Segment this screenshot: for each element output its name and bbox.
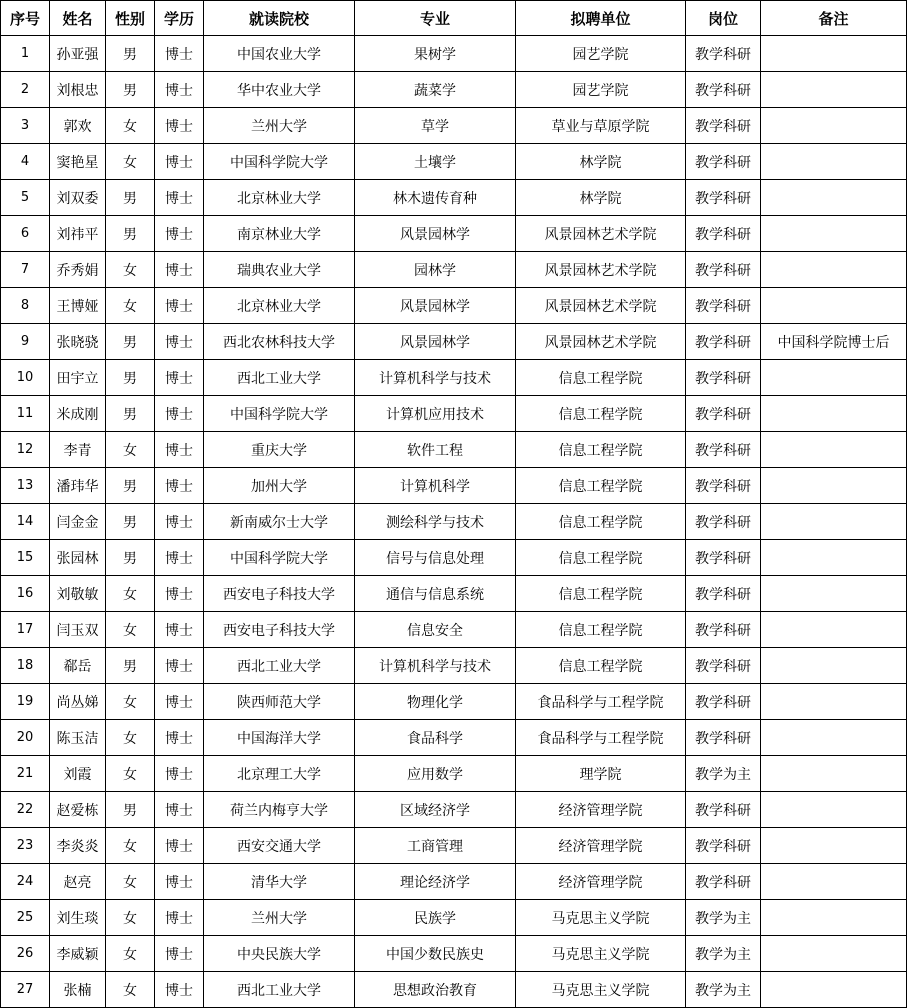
cell-school: 北京理工大学: [204, 756, 355, 792]
cell-index: 26: [1, 936, 50, 972]
cell-major: 信息安全: [355, 612, 516, 648]
cell-gender: 男: [106, 36, 155, 72]
cell-unit: 草业与草原学院: [516, 108, 686, 144]
cell-remarks: [761, 468, 907, 504]
cell-index: 9: [1, 324, 50, 360]
header-major: 专业: [355, 1, 516, 36]
cell-position: 教学科研: [686, 252, 761, 288]
cell-name: 李炎炎: [50, 828, 106, 864]
table-row: [1, 288, 907, 324]
table-row: [1, 468, 907, 504]
cell-unit: 食品科学与工程学院: [516, 684, 686, 720]
cell-school: 西北工业大学: [204, 648, 355, 684]
cell-position: 教学科研: [686, 540, 761, 576]
cell-position: 教学科研: [686, 144, 761, 180]
cell-school: 西安电子科技大学: [204, 612, 355, 648]
table-row: [1, 756, 907, 792]
cell-degree: 博士: [155, 144, 204, 180]
cell-remarks: [761, 252, 907, 288]
cell-unit: 信息工程学院: [516, 540, 686, 576]
cell-major: 果树学: [355, 36, 516, 72]
table-row: [1, 144, 907, 180]
cell-remarks: [761, 540, 907, 576]
cell-remarks: [761, 648, 907, 684]
cell-school: 中国农业大学: [204, 36, 355, 72]
cell-school: 重庆大学: [204, 432, 355, 468]
cell-position: 教学科研: [686, 864, 761, 900]
cell-index: 27: [1, 972, 50, 1008]
cell-unit: 信息工程学院: [516, 468, 686, 504]
cell-gender: 女: [106, 252, 155, 288]
cell-index: 17: [1, 612, 50, 648]
cell-degree: 博士: [155, 324, 204, 360]
cell-remarks: 中国科学院博士后: [761, 324, 907, 360]
cell-name: 窦艳星: [50, 144, 106, 180]
cell-index: 19: [1, 684, 50, 720]
cell-school: 中国海洋大学: [204, 720, 355, 756]
cell-name: 潘玮华: [50, 468, 106, 504]
cell-gender: 男: [106, 648, 155, 684]
cell-unit: 信息工程学院: [516, 432, 686, 468]
cell-major: 民族学: [355, 900, 516, 936]
cell-gender: 女: [106, 828, 155, 864]
cell-degree: 博士: [155, 828, 204, 864]
cell-gender: 女: [106, 576, 155, 612]
cell-gender: 男: [106, 324, 155, 360]
cell-school: 西安电子科技大学: [204, 576, 355, 612]
cell-index: 20: [1, 720, 50, 756]
cell-school: 中国科学院大学: [204, 144, 355, 180]
cell-gender: 女: [106, 756, 155, 792]
cell-remarks: [761, 720, 907, 756]
cell-position: 教学科研: [686, 504, 761, 540]
cell-index: 3: [1, 108, 50, 144]
cell-index: 6: [1, 216, 50, 252]
cell-major: 计算机科学: [355, 468, 516, 504]
cell-position: 教学科研: [686, 288, 761, 324]
cell-position: 教学科研: [686, 828, 761, 864]
cell-position: 教学为主: [686, 972, 761, 1008]
table-row: [1, 576, 907, 612]
table-row: [1, 180, 907, 216]
cell-degree: 博士: [155, 288, 204, 324]
cell-position: 教学为主: [686, 936, 761, 972]
table-row: [1, 252, 907, 288]
cell-major: 蔬菜学: [355, 72, 516, 108]
header-degree: 学历: [155, 1, 204, 36]
cell-position: 教学科研: [686, 612, 761, 648]
cell-unit: 信息工程学院: [516, 360, 686, 396]
header-remarks: 备注: [761, 1, 907, 36]
cell-remarks: [761, 756, 907, 792]
cell-major: 风景园林学: [355, 216, 516, 252]
cell-unit: 经济管理学院: [516, 864, 686, 900]
cell-school: 中央民族大学: [204, 936, 355, 972]
cell-name: 赵爱栋: [50, 792, 106, 828]
cell-name: 刘祎平: [50, 216, 106, 252]
cell-index: 16: [1, 576, 50, 612]
cell-major: 风景园林学: [355, 324, 516, 360]
cell-remarks: [761, 180, 907, 216]
cell-gender: 男: [106, 216, 155, 252]
cell-degree: 博士: [155, 900, 204, 936]
cell-major: 工商管理: [355, 828, 516, 864]
table-row: [1, 828, 907, 864]
cell-remarks: [761, 396, 907, 432]
cell-name: 张楠: [50, 972, 106, 1008]
table-row: [1, 504, 907, 540]
cell-major: 计算机科学与技术: [355, 648, 516, 684]
cell-remarks: [761, 432, 907, 468]
cell-degree: 博士: [155, 180, 204, 216]
cell-name: 刘根忠: [50, 72, 106, 108]
table-row: [1, 432, 907, 468]
cell-index: 21: [1, 756, 50, 792]
cell-school: 北京林业大学: [204, 288, 355, 324]
cell-position: 教学科研: [686, 432, 761, 468]
table-row: [1, 108, 907, 144]
cell-index: 4: [1, 144, 50, 180]
cell-major: 信号与信息处理: [355, 540, 516, 576]
cell-major: 计算机科学与技术: [355, 360, 516, 396]
header-gender: 性别: [106, 1, 155, 36]
cell-gender: 男: [106, 180, 155, 216]
table-row: [1, 648, 907, 684]
cell-name: 闫金金: [50, 504, 106, 540]
cell-position: 教学为主: [686, 900, 761, 936]
cell-unit: 园艺学院: [516, 36, 686, 72]
cell-unit: 林学院: [516, 144, 686, 180]
cell-position: 教学科研: [686, 792, 761, 828]
cell-name: 闫玉双: [50, 612, 106, 648]
cell-remarks: [761, 936, 907, 972]
table-row: [1, 36, 907, 72]
cell-position: 教学科研: [686, 468, 761, 504]
cell-position: 教学科研: [686, 648, 761, 684]
cell-unit: 信息工程学院: [516, 396, 686, 432]
cell-index: 10: [1, 360, 50, 396]
cell-remarks: [761, 36, 907, 72]
cell-index: 8: [1, 288, 50, 324]
cell-remarks: [761, 828, 907, 864]
cell-name: 田宇立: [50, 360, 106, 396]
cell-name: 李威颖: [50, 936, 106, 972]
cell-degree: 博士: [155, 720, 204, 756]
cell-school: 瑞典农业大学: [204, 252, 355, 288]
cell-index: 25: [1, 900, 50, 936]
cell-unit: 园艺学院: [516, 72, 686, 108]
cell-gender: 男: [106, 792, 155, 828]
cell-school: 华中农业大学: [204, 72, 355, 108]
cell-position: 教学科研: [686, 180, 761, 216]
cell-major: 食品科学: [355, 720, 516, 756]
table-row: [1, 972, 907, 1008]
cell-index: 15: [1, 540, 50, 576]
table-body: [1, 36, 907, 1008]
cell-unit: 信息工程学院: [516, 504, 686, 540]
cell-major: 物理化学: [355, 684, 516, 720]
cell-remarks: [761, 360, 907, 396]
cell-unit: 信息工程学院: [516, 648, 686, 684]
cell-major: 中国少数民族史: [355, 936, 516, 972]
table-row: [1, 540, 907, 576]
cell-position: 教学科研: [686, 720, 761, 756]
cell-major: 理论经济学: [355, 864, 516, 900]
cell-gender: 男: [106, 468, 155, 504]
cell-remarks: [761, 792, 907, 828]
cell-position: 教学科研: [686, 108, 761, 144]
cell-position: 教学科研: [686, 72, 761, 108]
cell-gender: 男: [106, 396, 155, 432]
cell-school: 西北农林科技大学: [204, 324, 355, 360]
table-row: [1, 324, 907, 360]
cell-name: 陈玉洁: [50, 720, 106, 756]
cell-remarks: [761, 900, 907, 936]
table-row: [1, 216, 907, 252]
cell-major: 测绘科学与技术: [355, 504, 516, 540]
cell-unit: 经济管理学院: [516, 792, 686, 828]
cell-major: 草学: [355, 108, 516, 144]
cell-school: 加州大学: [204, 468, 355, 504]
cell-gender: 男: [106, 504, 155, 540]
cell-remarks: [761, 684, 907, 720]
table-row: [1, 936, 907, 972]
table-row: [1, 792, 907, 828]
cell-remarks: [761, 108, 907, 144]
header-position: 岗位: [686, 1, 761, 36]
cell-name: 郭欢: [50, 108, 106, 144]
cell-remarks: [761, 144, 907, 180]
cell-gender: 男: [106, 72, 155, 108]
cell-position: 教学科研: [686, 396, 761, 432]
cell-position: 教学科研: [686, 216, 761, 252]
cell-index: 23: [1, 828, 50, 864]
table-row: [1, 900, 907, 936]
cell-degree: 博士: [155, 360, 204, 396]
cell-remarks: [761, 504, 907, 540]
cell-gender: 女: [106, 108, 155, 144]
cell-unit: 马克思主义学院: [516, 936, 686, 972]
cell-major: 林木遗传育种: [355, 180, 516, 216]
cell-school: 北京林业大学: [204, 180, 355, 216]
cell-remarks: [761, 612, 907, 648]
cell-remarks: [761, 972, 907, 1008]
cell-school: 西北工业大学: [204, 360, 355, 396]
cell-major: 软件工程: [355, 432, 516, 468]
cell-school: 清华大学: [204, 864, 355, 900]
cell-name: 李青: [50, 432, 106, 468]
cell-position: 教学为主: [686, 756, 761, 792]
cell-unit: 马克思主义学院: [516, 900, 686, 936]
cell-major: 思想政治教育: [355, 972, 516, 1008]
cell-major: 计算机应用技术: [355, 396, 516, 432]
cell-index: 13: [1, 468, 50, 504]
cell-unit: 食品科学与工程学院: [516, 720, 686, 756]
header-row: [1, 1, 907, 36]
table-row: [1, 72, 907, 108]
cell-school: 兰州大学: [204, 108, 355, 144]
cell-unit: 风景园林艺术学院: [516, 324, 686, 360]
cell-name: 刘生琰: [50, 900, 106, 936]
cell-remarks: [761, 864, 907, 900]
cell-position: 教学科研: [686, 324, 761, 360]
cell-school: 中国科学院大学: [204, 540, 355, 576]
cell-major: 应用数学: [355, 756, 516, 792]
cell-name: 张园林: [50, 540, 106, 576]
cell-major: 区域经济学: [355, 792, 516, 828]
cell-name: 尚丛娣: [50, 684, 106, 720]
table-row: [1, 720, 907, 756]
cell-position: 教学科研: [686, 36, 761, 72]
cell-index: 14: [1, 504, 50, 540]
cell-school: 西北工业大学: [204, 972, 355, 1008]
cell-degree: 博士: [155, 756, 204, 792]
cell-unit: 风景园林艺术学院: [516, 252, 686, 288]
table-row: [1, 864, 907, 900]
header-name: 姓名: [50, 1, 106, 36]
header-index: 序号: [1, 1, 50, 36]
table-row: [1, 612, 907, 648]
cell-name: 王博娅: [50, 288, 106, 324]
cell-gender: 女: [106, 864, 155, 900]
cell-index: 22: [1, 792, 50, 828]
cell-name: 刘双委: [50, 180, 106, 216]
cell-index: 1: [1, 36, 50, 72]
cell-gender: 女: [106, 432, 155, 468]
cell-degree: 博士: [155, 468, 204, 504]
cell-index: 11: [1, 396, 50, 432]
cell-remarks: [761, 72, 907, 108]
cell-degree: 博士: [155, 108, 204, 144]
cell-unit: 风景园林艺术学院: [516, 216, 686, 252]
cell-degree: 博士: [155, 864, 204, 900]
cell-school: 荷兰内梅亨大学: [204, 792, 355, 828]
cell-unit: 马克思主义学院: [516, 972, 686, 1008]
cell-position: 教学科研: [686, 360, 761, 396]
cell-degree: 博士: [155, 36, 204, 72]
cell-major: 土壤学: [355, 144, 516, 180]
cell-name: 刘霞: [50, 756, 106, 792]
cell-unit: 林学院: [516, 180, 686, 216]
cell-name: 刘敬敏: [50, 576, 106, 612]
cell-degree: 博士: [155, 504, 204, 540]
cell-school: 新南威尔士大学: [204, 504, 355, 540]
cell-degree: 博士: [155, 972, 204, 1008]
cell-index: 2: [1, 72, 50, 108]
header-unit: 拟聘单位: [516, 1, 686, 36]
cell-school: 南京林业大学: [204, 216, 355, 252]
cell-name: 张晓骁: [50, 324, 106, 360]
cell-remarks: [761, 288, 907, 324]
cell-major: 通信与信息系统: [355, 576, 516, 612]
cell-degree: 博士: [155, 792, 204, 828]
cell-gender: 女: [106, 720, 155, 756]
cell-remarks: [761, 216, 907, 252]
cell-index: 18: [1, 648, 50, 684]
cell-unit: 经济管理学院: [516, 828, 686, 864]
cell-gender: 女: [106, 288, 155, 324]
cell-position: 教学科研: [686, 684, 761, 720]
cell-gender: 女: [106, 144, 155, 180]
header-school: 就读院校: [204, 1, 355, 36]
cell-remarks: [761, 576, 907, 612]
cell-school: 西安交通大学: [204, 828, 355, 864]
cell-gender: 男: [106, 540, 155, 576]
cell-name: 孙亚强: [50, 36, 106, 72]
cell-unit: 信息工程学院: [516, 612, 686, 648]
cell-degree: 博士: [155, 252, 204, 288]
cell-unit: 风景园林艺术学院: [516, 288, 686, 324]
cell-gender: 女: [106, 612, 155, 648]
cell-index: 7: [1, 252, 50, 288]
cell-major: 园林学: [355, 252, 516, 288]
cell-school: 陕西师范大学: [204, 684, 355, 720]
cell-unit: 理学院: [516, 756, 686, 792]
cell-name: 米成刚: [50, 396, 106, 432]
cell-degree: 博士: [155, 540, 204, 576]
cell-name: 赵亮: [50, 864, 106, 900]
cell-degree: 博士: [155, 936, 204, 972]
cell-degree: 博士: [155, 396, 204, 432]
cell-degree: 博士: [155, 684, 204, 720]
cell-degree: 博士: [155, 648, 204, 684]
cell-index: 5: [1, 180, 50, 216]
cell-position: 教学科研: [686, 576, 761, 612]
cell-name: 乔秀娟: [50, 252, 106, 288]
cell-school: 兰州大学: [204, 900, 355, 936]
table-row: [1, 684, 907, 720]
cell-major: 风景园林学: [355, 288, 516, 324]
cell-index: 24: [1, 864, 50, 900]
cell-degree: 博士: [155, 72, 204, 108]
cell-gender: 女: [106, 900, 155, 936]
cell-name: 郗岳: [50, 648, 106, 684]
table-row: [1, 360, 907, 396]
cell-gender: 女: [106, 936, 155, 972]
cell-school: 中国科学院大学: [204, 396, 355, 432]
table-row: [1, 396, 907, 432]
cell-gender: 女: [106, 972, 155, 1008]
cell-degree: 博士: [155, 432, 204, 468]
cell-gender: 女: [106, 684, 155, 720]
cell-degree: 博士: [155, 576, 204, 612]
cell-gender: 男: [106, 360, 155, 396]
cell-degree: 博士: [155, 612, 204, 648]
cell-degree: 博士: [155, 216, 204, 252]
cell-index: 12: [1, 432, 50, 468]
cell-unit: 信息工程学院: [516, 576, 686, 612]
